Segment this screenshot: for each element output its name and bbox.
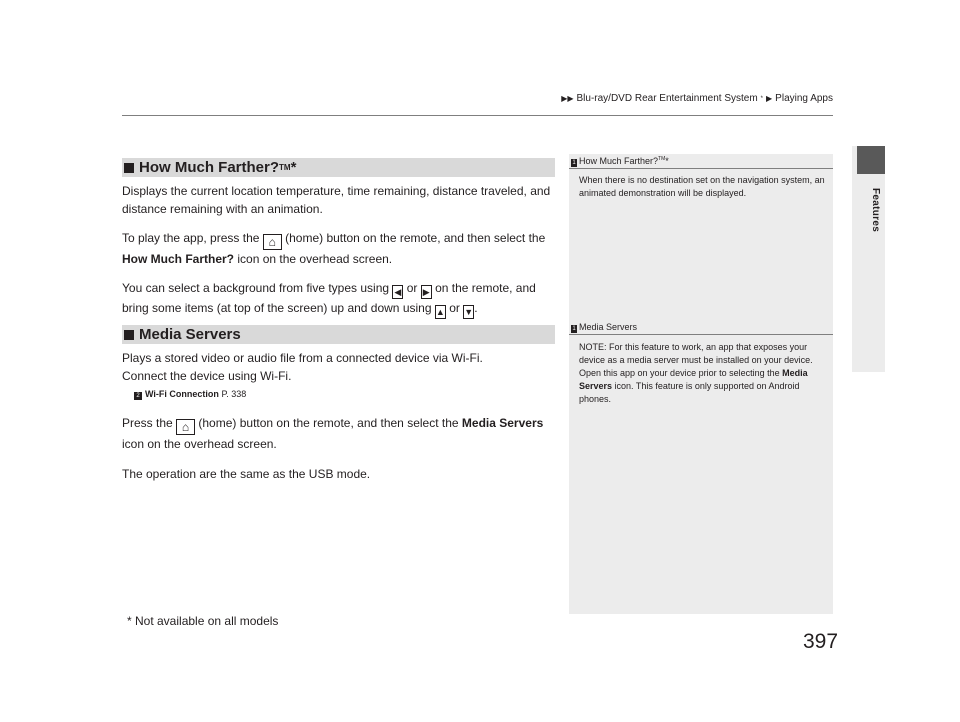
note-title-text: Media Servers bbox=[579, 322, 638, 332]
heading-asterisk: * bbox=[290, 159, 297, 176]
bold-text: How Much Farther? bbox=[122, 252, 235, 266]
xref-page: P. 338 bbox=[221, 389, 247, 399]
breadcrumb-arrow-icon: ▶▶ bbox=[561, 94, 574, 103]
side-tab-marker bbox=[857, 146, 885, 174]
paragraph bbox=[122, 229, 562, 268]
note-title-text: How Much Farther? bbox=[579, 156, 659, 166]
footnote: * Not available on all models bbox=[127, 614, 279, 628]
text: or bbox=[449, 301, 460, 315]
note-body-media-servers bbox=[579, 341, 829, 406]
breadcrumb-arrow-icon: ▶ bbox=[766, 94, 773, 103]
note-marker-icon: 1 bbox=[572, 160, 576, 166]
xref-arrow-icon: 2 bbox=[134, 392, 142, 400]
section-heading-how-much-farther bbox=[122, 158, 555, 177]
home-icon: ⌂ bbox=[263, 234, 282, 250]
text: Press the bbox=[122, 416, 173, 430]
breadcrumb-asterisk: * bbox=[760, 95, 764, 102]
text: NOTE: For this feature to work, an app that exposes your device as a media server must be installed on your device. Open this app on your device prior to selecting the bbox=[579, 342, 813, 378]
paragraph bbox=[122, 414, 562, 453]
side-label: Features bbox=[870, 188, 881, 233]
bold-text: Media Servers bbox=[579, 368, 808, 391]
text: To play the app, press the bbox=[122, 231, 260, 245]
text: icon on the overhead screen. bbox=[122, 437, 277, 451]
note-tm: TM bbox=[658, 156, 666, 162]
note-asterisk: * bbox=[665, 156, 669, 166]
breadcrumb bbox=[561, 93, 833, 104]
text: or bbox=[406, 281, 418, 295]
paragraph: Plays a stored video or audio file from a connected device via Wi-Fi. bbox=[122, 351, 483, 365]
paragraph: Displays the current location temperature, time remaining, distance traveled, and distance remaining with an animation. bbox=[122, 184, 551, 216]
text: on the remote, and bring some items (at top of the screen) up and down using bbox=[122, 281, 536, 315]
heading-square-icon bbox=[124, 330, 134, 340]
text: (home) button on the remote, and then select the bbox=[198, 416, 459, 430]
section-body-how-much-farther bbox=[122, 182, 562, 319]
text: . bbox=[474, 301, 478, 315]
breadcrumb-part2: Playing Apps bbox=[775, 93, 833, 104]
paragraph: The operation are the same as the USB mode. bbox=[122, 467, 371, 481]
header-rule bbox=[122, 115, 833, 116]
note-body-how-much-farther: When there is no destination set on the navigation system, an animated demonstration will be displayed. bbox=[579, 175, 825, 198]
note-title-media-servers bbox=[569, 322, 833, 335]
left-arrow-icon: ◀ bbox=[392, 285, 403, 299]
note-title-how-much-farther bbox=[569, 156, 833, 169]
down-arrow-icon: ▼ bbox=[464, 307, 474, 317]
bold-text: Media Servers bbox=[461, 416, 544, 430]
section-heading-media-servers bbox=[122, 325, 555, 344]
breadcrumb-part1: Blu-ray/DVD Rear Entertainment System bbox=[576, 93, 758, 104]
note-marker-icon: 1 bbox=[572, 326, 576, 332]
heading-tm: TM bbox=[279, 163, 291, 172]
cross-reference[interactable] bbox=[134, 385, 562, 403]
heading-text: Media Servers bbox=[139, 326, 241, 343]
paragraph: Connect the device using Wi-Fi. bbox=[122, 369, 292, 383]
heading-square-icon bbox=[124, 163, 134, 173]
home-icon: ⌂ bbox=[176, 419, 195, 435]
text: icon on the overhead screen. bbox=[237, 252, 393, 266]
xref-title: Wi-Fi Connection bbox=[145, 389, 219, 399]
up-arrow-icon: ▲ bbox=[435, 307, 445, 317]
paragraph bbox=[122, 279, 562, 319]
heading-text: How Much Farther? bbox=[139, 159, 280, 176]
right-arrow-icon: ▶ bbox=[421, 285, 432, 299]
section-body-media-servers bbox=[122, 349, 562, 483]
text: You can select a background from five types using bbox=[122, 281, 390, 295]
page-number: 397 bbox=[803, 630, 839, 653]
text: (home) button on the remote, and then select the bbox=[285, 231, 546, 245]
text: icon. This feature is only supported on Android phones. bbox=[579, 381, 800, 404]
